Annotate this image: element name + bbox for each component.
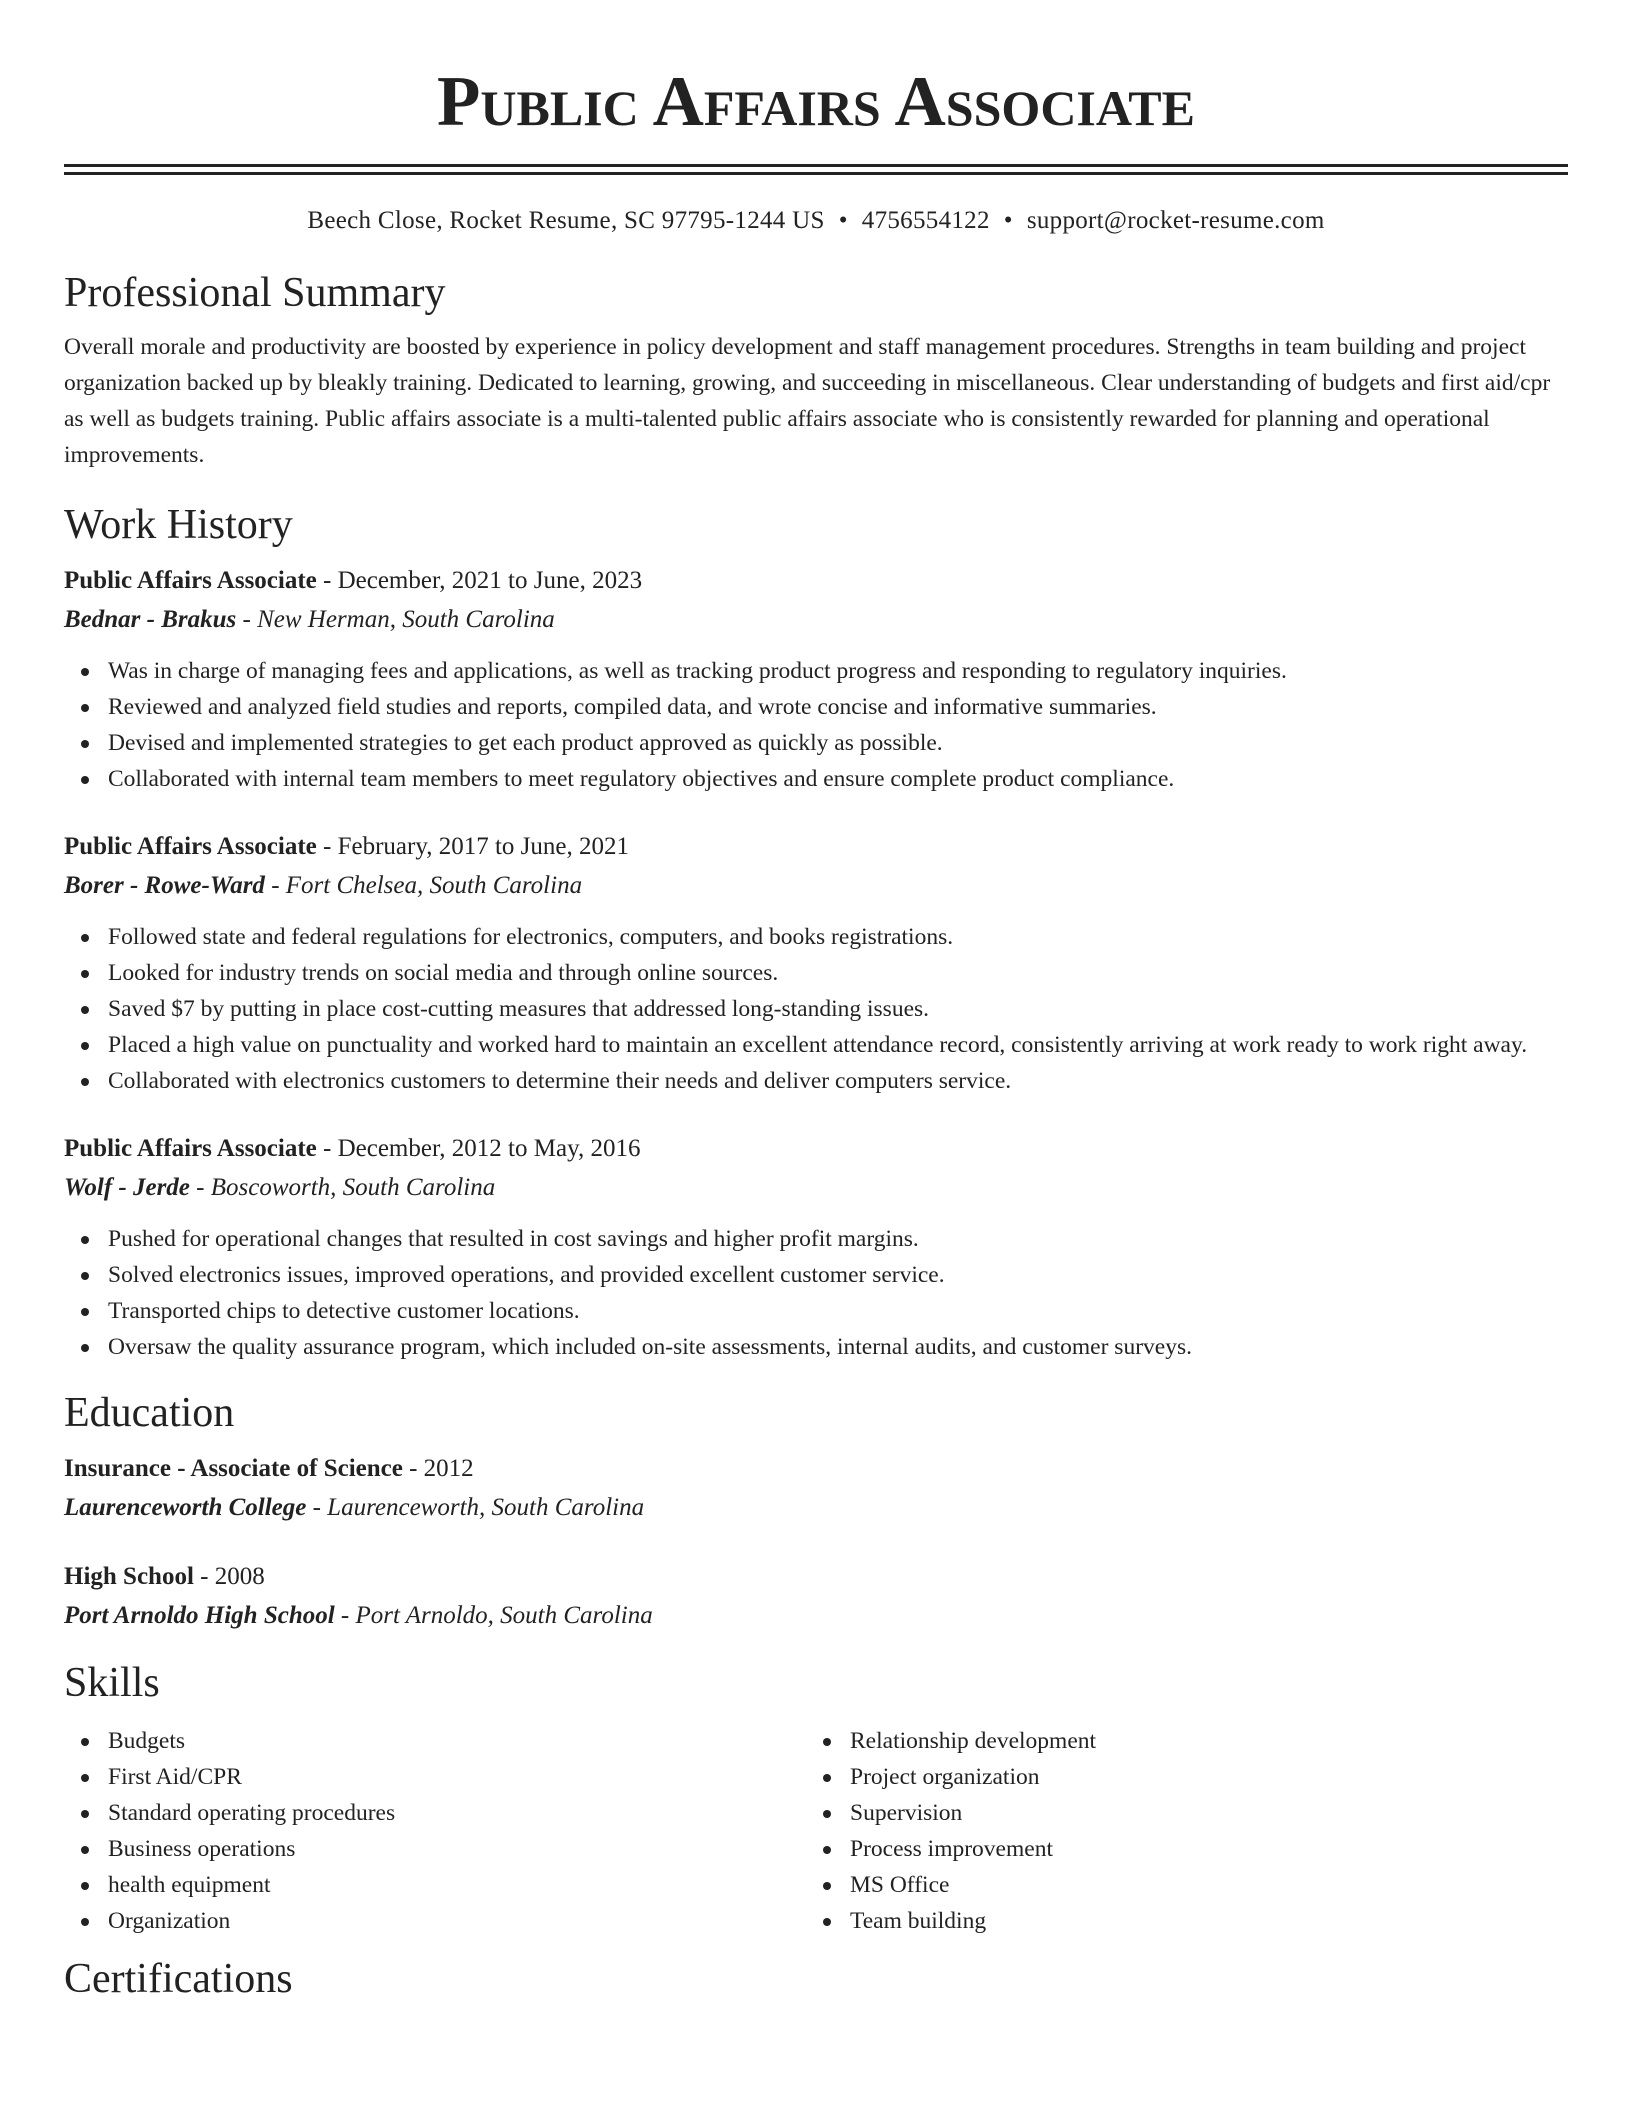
education-school-line — [64, 1596, 1568, 1635]
job-location: - Boscoworth, South Carolina — [189, 1174, 496, 1201]
contact-address: Beech Close, Rocket Resume, SC 97795-1244 US — [307, 207, 825, 234]
job-title-line — [64, 561, 1568, 600]
contact-separator: • — [838, 207, 848, 234]
list-item: Pushed for operational changes that resulted in cost savings and higher profit margins. — [108, 1221, 1568, 1257]
summary-heading: Professional Summary — [64, 270, 446, 316]
skill-item: First Aid/CPR — [108, 1759, 806, 1795]
job-company: Wolf - Jerde — [64, 1174, 190, 1201]
skills-grid — [64, 1723, 1568, 1939]
job-bullets — [64, 653, 1568, 797]
skill-item: Relationship development — [850, 1723, 1566, 1759]
job-entry — [64, 1129, 1568, 1365]
education-year: - 2008 — [193, 1563, 265, 1590]
job-company: Borer - Rowe-Ward — [64, 872, 265, 899]
skill-item: Process improvement — [850, 1831, 1566, 1867]
job-title-line — [64, 1129, 1568, 1168]
job-location: - New Herman, South Carolina — [236, 606, 555, 633]
job-entry — [64, 827, 1568, 1099]
skill-item: Project organization — [850, 1759, 1566, 1795]
job-company-line — [64, 1168, 1568, 1207]
education-school: Laurenceworth College — [64, 1494, 307, 1521]
list-item: Placed a high value on punctuality and worked hard to maintain an excellent attendance record, consistently arriving at work ready to work right away. — [108, 1027, 1568, 1063]
skill-item: Supervision — [850, 1795, 1566, 1831]
job-role: Public Affairs Associate — [64, 833, 317, 860]
list-item: Collaborated with internal team members to meet regulatory objectives and ensure complete product compliance. — [108, 761, 1568, 797]
skills-heading: Skills — [64, 1660, 160, 1706]
list-item: Oversaw the quality assurance program, which included on-site assessments, internal audits, and customer surveys. — [108, 1329, 1568, 1365]
list-item: Devised and implemented strategies to get each product approved as quickly as possible. — [108, 725, 1568, 761]
skills-list-right — [806, 1723, 1566, 1939]
job-location: - Fort Chelsea, South Carolina — [264, 872, 583, 899]
list-item: Reviewed and analyzed field studies and reports, compiled data, and wrote concise and informative summaries. — [108, 689, 1568, 725]
education-entry — [64, 1557, 1568, 1635]
list-item: Transported chips to detective customer locations. — [108, 1293, 1568, 1329]
summary-text: Overall morale and productivity are boosted by experience in policy development and staff management procedures. Strengths in team building and project organization backed up by bleakly training. Dedicated to learning, growing, and succeeding in miscellaneous. Clear understanding of budgets and first aid/cpr as well as budgets training. Public affairs associate is a multi-talented public affairs associate who is consistently rewarded for planning and operational improvements. — [64, 334, 1551, 468]
education-heading: Education — [64, 1390, 235, 1436]
list-item: Solved electronics issues, improved operations, and provided excellent customer service. — [108, 1257, 1568, 1293]
list-item: Saved $7 by putting in place cost-cutting measures that addressed long-standing issues. — [108, 991, 1568, 1027]
education-degree: High School — [64, 1563, 194, 1590]
job-dates: - December, 2021 to June, 2023 — [316, 567, 643, 594]
education-entry — [64, 1449, 1568, 1527]
certifications-heading: Certifications — [64, 1956, 293, 2002]
contact-separator: • — [1003, 207, 1013, 234]
contact-line — [64, 205, 1568, 237]
job-company-line — [64, 600, 1568, 639]
list-item: Collaborated with electronics customers to determine their needs and deliver computers service. — [108, 1063, 1568, 1099]
education-degree-line — [64, 1557, 1568, 1596]
job-role: Public Affairs Associate — [64, 567, 317, 594]
education-school-line — [64, 1488, 1568, 1527]
job-bullets — [64, 1221, 1568, 1365]
skill-item: Standard operating procedures — [108, 1795, 806, 1831]
list-item: Looked for industry trends on social media and through online sources. — [108, 955, 1568, 991]
job-role: Public Affairs Associate — [64, 1135, 317, 1162]
education-degree-line — [64, 1449, 1568, 1488]
job-title-line — [64, 827, 1568, 866]
job-dates: - December, 2012 to May, 2016 — [316, 1135, 641, 1162]
work-history-heading: Work History — [64, 502, 293, 548]
list-item: Followed state and federal regulations for electronics, computers, and books registrations. — [108, 919, 1568, 955]
education-degree: Insurance - Associate of Science — [64, 1455, 403, 1482]
skill-item: Budgets — [108, 1723, 806, 1759]
education-school: Port Arnoldo High School — [64, 1602, 335, 1629]
header-double-rule — [64, 164, 1568, 175]
skill-item: health equipment — [108, 1867, 806, 1903]
contact-phone: 4756554122 — [861, 207, 990, 234]
skill-item: Organization — [108, 1903, 806, 1939]
job-bullets — [64, 919, 1568, 1099]
contact-email: support@rocket-resume.com — [1026, 207, 1325, 234]
job-entry — [64, 561, 1568, 797]
education-location: - Port Arnoldo, South Carolina — [334, 1602, 653, 1629]
education-year: - 2012 — [402, 1455, 474, 1482]
skill-item: MS Office — [850, 1867, 1566, 1903]
job-dates: - February, 2017 to June, 2021 — [316, 833, 629, 860]
resume-name: Public Affairs Associate — [437, 63, 1195, 141]
skill-item: Business operations — [108, 1831, 806, 1867]
skill-item: Team building — [850, 1903, 1566, 1939]
education-location: - Laurenceworth, South Carolina — [306, 1494, 645, 1521]
job-company: Bednar - Brakus — [64, 606, 237, 633]
list-item: Was in charge of managing fees and applications, as well as tracking product progress and responding to regulatory inquiries. — [108, 653, 1568, 689]
job-company-line — [64, 866, 1568, 905]
skills-list-left — [64, 1723, 806, 1939]
